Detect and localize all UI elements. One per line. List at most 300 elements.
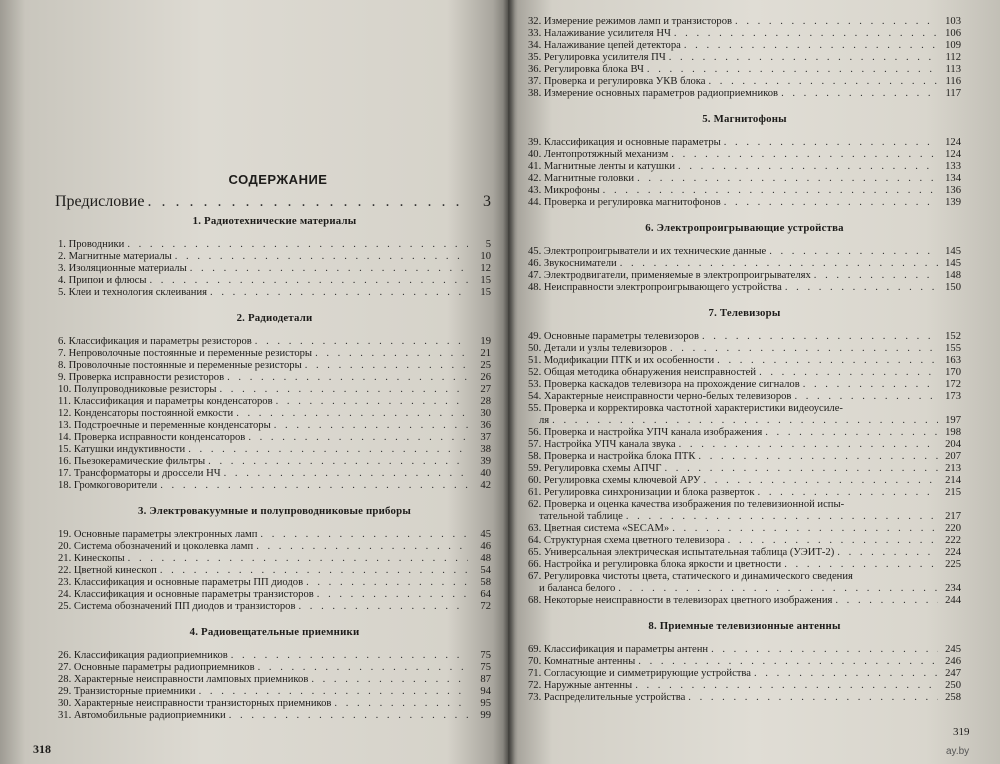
dot-leader [298, 601, 468, 613]
toc-entry-page: 87 [480, 674, 491, 685]
toc-entry [528, 64, 961, 76]
toc-entry [58, 263, 491, 275]
toc-entry [528, 355, 961, 367]
toc-entry-title: и баланса белого [539, 583, 616, 594]
dot-leader [127, 239, 468, 251]
toc-entry-title: 42. Магнитные головки [528, 173, 635, 184]
dot-leader [638, 656, 938, 668]
dot-leader [708, 76, 938, 88]
dot-leader [665, 463, 939, 475]
toc-entry-title: 23. Классификация и основные параметры ПП диодов [58, 577, 304, 588]
toc-entry-title: 26. Классификация радиоприемников [58, 650, 228, 661]
toc-entry-page: 207 [945, 451, 961, 462]
toc-entry-page: 42 [480, 480, 491, 491]
toc-entry [58, 674, 491, 686]
toc-entry-page: 133 [945, 161, 961, 172]
toc-entry-page: 106 [945, 28, 961, 39]
dot-leader [311, 674, 468, 686]
toc-entry-page: 48 [480, 553, 491, 564]
toc-entry [58, 650, 491, 662]
toc-entry-page: 247 [945, 668, 961, 679]
dot-leader [688, 692, 938, 704]
toc-entry-page: 214 [945, 475, 961, 486]
toc-entry [58, 408, 491, 420]
toc-entry-page: 213 [945, 463, 961, 474]
toc-entry [528, 16, 961, 28]
dot-leader [305, 360, 468, 372]
toc-entry-title: 39. Классификация и основные параметры [528, 137, 721, 148]
toc-entry-page: 246 [945, 656, 961, 667]
preface-entry [55, 193, 491, 210]
dot-leader [306, 577, 468, 589]
preface-page: 3 [483, 193, 491, 210]
toc-entry-page: 145 [945, 246, 961, 257]
toc-entry [528, 692, 961, 704]
toc-entry [528, 76, 961, 88]
dot-leader [260, 529, 468, 541]
dot-leader [255, 336, 468, 348]
dot-leader [717, 355, 938, 367]
toc-entry-title: 30. Характерные неисправности транзисторных приемников [58, 698, 332, 709]
toc-entry-title: 45. Электропроигрыватели и их технические данные [528, 246, 767, 257]
toc-entry-page: 113 [945, 64, 961, 75]
toc-entry-title: 36. Регулировка блока ВЧ [528, 64, 644, 75]
toc-entry-title: 9. Проверка исправности резисторов [58, 372, 225, 383]
toc-entry [528, 595, 961, 607]
toc-entry [58, 420, 491, 432]
dot-leader [160, 480, 468, 492]
dot-leader [724, 137, 938, 149]
toc-entry-page: 15 [480, 287, 491, 298]
contents-title: СОДЕРЖАНИЕ [228, 172, 328, 187]
toc-entry-page: 215 [945, 487, 961, 498]
dot-leader [635, 680, 938, 692]
toc-entry-page: 28 [480, 396, 491, 407]
toc-entry [528, 331, 961, 343]
toc-entry-page: 244 [945, 595, 961, 606]
toc-entry [528, 270, 961, 282]
toc-entry-title: 33. Налаживание усилителя НЧ [528, 28, 671, 39]
toc-entry-title: ля [539, 415, 550, 426]
toc-entry-title: 56. Проверка и настройка УПЧ канала изображения [528, 427, 763, 438]
toc-entry-page: 224 [945, 547, 961, 558]
toc-entry-page: 245 [945, 644, 961, 655]
toc-entry-title: 7. Непроволочные постоянные и переменные резисторы [58, 348, 313, 359]
toc-entry-page: 25 [480, 360, 491, 371]
toc-entry-title: 14. Проверка исправности конденсаторов [58, 432, 246, 443]
toc-entry-page: 37 [480, 432, 491, 443]
toc-entry-page: 12 [480, 263, 491, 274]
toc-entry-title: 52. Общая методика обнаружения неисправностей [528, 367, 757, 378]
toc-entry-title: 31. Автомобильные радиоприемники [58, 710, 226, 721]
toc-entry-page: 46 [480, 541, 491, 552]
toc-entry [528, 403, 961, 415]
toc-entry-page: 75 [480, 650, 491, 661]
dot-leader [637, 173, 938, 185]
toc-entry [58, 360, 491, 372]
toc-entry [58, 553, 491, 565]
toc-entry [528, 367, 961, 379]
dot-leader [835, 595, 938, 607]
toc-entry-page: 95 [480, 698, 491, 709]
toc-entry-page: 26 [480, 372, 491, 383]
toc-entry-page: 64 [480, 589, 491, 600]
toc-entry [58, 396, 491, 408]
toc-entry-page: 116 [945, 76, 961, 87]
dot-leader [679, 439, 938, 451]
right-page [508, 0, 1000, 764]
dot-leader [620, 258, 938, 270]
dot-leader [219, 384, 468, 396]
toc-entry-title: 17. Трансформаторы и дроссели НЧ [58, 468, 221, 479]
toc-entry-page: 58 [480, 577, 491, 588]
toc-entry [528, 149, 961, 161]
toc-entry-title: 43. Микрофоны [528, 185, 600, 196]
toc-entry-title: 47. Электродвигатели, применяемые в электропроигрывателях [528, 270, 811, 281]
toc-entry-title: 3. Изоляционные материалы [58, 263, 187, 274]
toc-entry [528, 391, 961, 403]
toc-entry-page: 103 [945, 16, 961, 27]
dot-leader [256, 541, 468, 553]
toc-entry-title: 69. Классификация и параметры антенн [528, 644, 709, 655]
dot-leader [188, 444, 468, 456]
dot-leader [603, 185, 938, 197]
toc-entry-title: 61. Регулировка синхронизации и блока разверток [528, 487, 755, 498]
dot-leader [224, 468, 468, 480]
toc-entry-page: 220 [945, 523, 961, 534]
toc-entry-title: 46. Звукосниматели [528, 258, 617, 269]
toc-entry [58, 444, 491, 456]
toc-entry [528, 427, 961, 439]
toc-entry-page: 117 [945, 88, 961, 99]
toc-entry-title: 54. Характерные неисправности черно-белых телевизоров [528, 391, 792, 402]
toc-entry-page: 222 [945, 535, 961, 546]
toc-entry-title: 10. Полупроводниковые резисторы [58, 384, 217, 395]
toc-entry-page: 15 [480, 275, 491, 286]
toc-entry-page: 27 [480, 384, 491, 395]
toc-entry-title: 55. Проверка и корректировка частотной характеристики видеоусиле- [528, 403, 843, 414]
toc-entry [58, 456, 491, 468]
dot-leader [670, 343, 938, 355]
toc-entry [58, 468, 491, 480]
toc-entry-title: 18. Громкоговорители [58, 480, 158, 491]
toc-entry [58, 432, 491, 444]
toc-entry [58, 710, 491, 722]
toc-entry-page: 170 [945, 367, 961, 378]
dot-leader [626, 511, 938, 523]
toc-entry-title: 25. Система обозначений ПП диодов и транзисторов [58, 601, 296, 612]
toc-right-column [528, 16, 961, 704]
page-number-left: 318 [33, 742, 51, 756]
toc-entry [528, 439, 961, 451]
toc-entry [58, 384, 491, 396]
toc-entry [528, 282, 961, 294]
dot-leader [759, 367, 938, 379]
toc-entry-page: 39 [480, 456, 491, 467]
toc-entry [528, 28, 961, 40]
toc-entry-title: 59. Регулировка схемы АПЧГ [528, 463, 662, 474]
page-number-right: 319 [953, 726, 970, 738]
toc-entry-page: 94 [480, 686, 491, 697]
toc-entry [58, 251, 491, 263]
toc-entry-title: тательной таблице [539, 511, 623, 522]
toc-entry [528, 246, 961, 258]
toc-entry [528, 137, 961, 149]
toc-entry-title: 70. Комнатные антенны [528, 656, 636, 667]
dot-leader [128, 553, 468, 565]
dot-leader [190, 263, 468, 275]
dot-leader [671, 149, 938, 161]
toc-entry-title: 64. Структурная схема цветного телевизора [528, 535, 725, 546]
toc-entry-page: 134 [945, 173, 961, 184]
toc-entry-title: 41. Магнитные ленты и катушки [528, 161, 676, 172]
dot-leader [785, 282, 938, 294]
toc-entry [58, 698, 491, 710]
toc-entry-title: 50. Детали и узлы телевизоров [528, 343, 667, 354]
toc-entry-page: 124 [945, 149, 961, 160]
toc-entry-title: 4. Припои и флюсы [58, 275, 147, 286]
toc-entry-title: 49. Основные параметры телевизоров [528, 331, 699, 342]
toc-entry [58, 541, 491, 553]
toc-entry-title: 34. Налаживание цепей детектора [528, 40, 681, 51]
toc-entry-title: 16. Пьезокерамические фильтры [58, 456, 206, 467]
toc-entry-title: 73. Распределительные устройства [528, 692, 686, 703]
toc-entry [528, 547, 961, 559]
toc-entry [528, 656, 961, 668]
toc-entry-title: 21. Кинескопы [58, 553, 125, 564]
preface-label: Предисловие [55, 193, 145, 210]
dot-leader [735, 16, 938, 28]
toc-entry [528, 161, 961, 173]
toc-entry [528, 487, 961, 499]
dot-leader [678, 161, 938, 173]
toc-entry-title: 20. Система обозначений и цоколевка ламп [58, 541, 254, 552]
toc-entry [528, 258, 961, 270]
toc-entry [528, 343, 961, 355]
toc-entry [528, 668, 961, 680]
toc-entry-title: 35. Регулировка усилителя ПЧ [528, 52, 666, 63]
toc-entry [528, 197, 961, 209]
toc-entry-title: 66. Настройка и регулировка блока яркости и цветности [528, 559, 782, 570]
toc-entry [528, 463, 961, 475]
toc-entry-title: 37. Проверка и регулировка УКВ блока [528, 76, 706, 87]
toc-entry [58, 686, 491, 698]
dot-leader [702, 331, 938, 343]
dot-leader [781, 88, 938, 100]
toc-entry-title: 40. Лентопротяжный механизм [528, 149, 669, 160]
dot-leader [803, 379, 938, 391]
dot-leader [837, 547, 938, 559]
toc-entry-page: 5 [485, 239, 491, 250]
toc-entry-page: 19 [480, 336, 491, 347]
toc-entry-title: 68. Некоторые неисправности в телевизорах цветного изображения [528, 595, 833, 606]
dot-leader [703, 475, 938, 487]
toc-entry-title: 71. Согласующие и симметрирующие устройства [528, 668, 751, 679]
section-heading: 7. Телевизоры [708, 307, 781, 319]
dot-leader [208, 456, 468, 468]
toc-entry-title: 58. Проверка и настройка блока ПТК [528, 451, 696, 462]
dot-leader [672, 523, 938, 535]
toc-entry-title: 38. Измерение основных параметров радиоприемников [528, 88, 779, 99]
dot-leader [552, 415, 938, 427]
toc-entry-page: 163 [945, 355, 961, 366]
toc-entry-title: 27. Основные параметры радиоприемников [58, 662, 255, 673]
dot-leader [227, 372, 468, 384]
toc-entry-page: 258 [945, 692, 961, 703]
toc-entry-title: 24. Классификация и основные параметры транзисторов [58, 589, 314, 600]
toc-entry [58, 287, 491, 299]
dot-leader [248, 432, 468, 444]
dot-leader [276, 396, 468, 408]
dot-leader [317, 589, 468, 601]
section-heading: 3. Электровакуумные и полупроводниковые приборы [138, 505, 411, 517]
dot-leader [231, 650, 468, 662]
toc-entry-title: 65. Универсальная электрическая испытательная таблица (УЭИТ-2) [528, 547, 835, 558]
toc-entry [528, 475, 961, 487]
section-heading: 1. Радиотехнические материалы [192, 215, 357, 227]
dot-leader [236, 408, 468, 420]
dot-leader [758, 487, 938, 499]
toc-entry-page: 10 [480, 251, 491, 262]
dot-leader [160, 565, 468, 577]
toc-entry-page: 124 [945, 137, 961, 148]
toc-entry [528, 644, 961, 656]
toc-entry [528, 499, 961, 511]
dot-leader [669, 52, 938, 64]
toc-entry-page: 109 [945, 40, 961, 51]
toc-entry [58, 348, 491, 360]
dot-leader [334, 698, 468, 710]
toc-entry-title: 72. Наружные антенны [528, 680, 633, 691]
toc-entry-page: 72 [480, 601, 491, 612]
dot-leader [698, 451, 938, 463]
toc-entry [528, 415, 961, 427]
dot-leader [674, 28, 938, 40]
section-heading: 5. Магнитофоны [702, 113, 787, 125]
toc-entry-title: 48. Неисправности электропроигрывающего устройства [528, 282, 782, 293]
toc-entry [528, 559, 961, 571]
dot-leader [274, 420, 468, 432]
toc-entry-title: 62. Проверка и оценка качества изображения по телевизионной испы- [528, 499, 845, 510]
toc-entry-page: 150 [945, 282, 961, 293]
dot-leader [765, 427, 938, 439]
toc-entry [58, 601, 491, 613]
toc-entry-page: 197 [945, 415, 961, 426]
toc-entry-title: 28. Характерные неисправности ламповых приемников [58, 674, 309, 685]
dot-leader [728, 535, 938, 547]
toc-entry-page: 234 [945, 583, 961, 594]
dot-leader [175, 251, 468, 263]
toc-entry-page: 152 [945, 331, 961, 342]
toc-entry-page: 38 [480, 444, 491, 455]
toc-entry [528, 571, 961, 583]
toc-entry-page: 45 [480, 529, 491, 540]
dot-leader [711, 644, 938, 656]
toc-entry [58, 565, 491, 577]
toc-entry-page: 145 [945, 258, 961, 269]
toc-entry-title: 19. Основные параметры электронных ламп [58, 529, 258, 540]
toc-entry-title: 51. Модификации ПТК и их особенности [528, 355, 715, 366]
toc-entry-page: 250 [945, 680, 961, 691]
toc-entry-title: 11. Классификация и параметры конденсаторов [58, 396, 273, 407]
toc-entry-page: 54 [480, 565, 491, 576]
toc-entry-title: 2. Магнитные материалы [58, 251, 172, 262]
toc-entry-title: 60. Регулировка схемы ключевой АРУ [528, 475, 701, 486]
toc-entry-title: 29. Транзисторные приемники [58, 686, 196, 697]
toc-entry-page: 40 [480, 468, 491, 479]
toc-entry [528, 451, 961, 463]
toc-entry-page: 198 [945, 427, 961, 438]
toc-left-column [58, 206, 491, 722]
toc-entry-title: 32. Измерение режимов ламп и транзисторов [528, 16, 733, 27]
dot-leader [258, 662, 468, 674]
toc-entry-title: 5. Клеи и технология склеивания [58, 287, 208, 298]
dot-leader [315, 348, 468, 360]
dot-leader [618, 583, 938, 595]
toc-entry [58, 589, 491, 601]
toc-entry-title: 53. Проверка каскадов телевизора на прохождение сигналов [528, 379, 800, 390]
toc-entry-title: 1. Проводники [58, 239, 125, 250]
toc-entry-title: 8. Проволочные постоянные и переменные резисторы [58, 360, 302, 371]
toc-entry-title: 57. Настройка УПЧ канала звука [528, 439, 676, 450]
toc-entry-title: 13. Подстроечные и переменные конденсаторы [58, 420, 271, 431]
toc-entry-page: 172 [945, 379, 961, 390]
dot-leader [814, 270, 938, 282]
dot-leader [647, 64, 938, 76]
toc-entry [528, 40, 961, 52]
watermark: ay.by [946, 746, 970, 757]
toc-entry-page: 136 [945, 185, 961, 196]
toc-entry-title: 6. Классификация и параметры резисторов [58, 336, 252, 347]
toc-entry-page: 99 [480, 710, 491, 721]
toc-entry [528, 535, 961, 547]
toc-entry [528, 680, 961, 692]
dot-leader [724, 197, 938, 209]
toc-entry [58, 529, 491, 541]
section-heading: 2. Радиодетали [236, 312, 313, 324]
toc-entry-page: 112 [945, 52, 961, 63]
toc-entry-title: 22. Цветной кинескоп [58, 565, 157, 576]
toc-entry [58, 372, 491, 384]
toc-entry-page: 139 [945, 197, 961, 208]
toc-entry [528, 52, 961, 64]
dot-leader [229, 710, 468, 722]
toc-entry-page: 217 [945, 511, 961, 522]
toc-entry-title: 44. Проверка и регулировка магнитофонов [528, 197, 721, 208]
toc-entry [58, 480, 491, 492]
toc-entry-page: 225 [945, 559, 961, 570]
toc-entry [528, 583, 961, 595]
toc-entry-page: 36 [480, 420, 491, 431]
dot-leader [754, 668, 938, 680]
toc-entry [528, 511, 961, 523]
toc-entry-title: 12. Конденсаторы постоянной емкости [58, 408, 234, 419]
toc-entry [528, 88, 961, 100]
toc-entry-page: 148 [945, 270, 961, 281]
toc-entry [58, 336, 491, 348]
toc-entry-title: 67. Регулировка чистоты цвета, статического и динамического сведения [528, 571, 853, 582]
dot-leader [149, 275, 468, 287]
toc-entry [58, 662, 491, 674]
toc-entry-page: 204 [945, 439, 961, 450]
toc-entry-page: 30 [480, 408, 491, 419]
dot-leader [794, 391, 938, 403]
section-heading: 8. Приемные телевизионные антенны [648, 620, 841, 632]
section-heading: 6. Электропроигрывающие устройства [645, 222, 844, 234]
toc-entry [528, 523, 961, 535]
dot-leader [210, 287, 468, 299]
toc-entry-page: 173 [945, 391, 961, 402]
